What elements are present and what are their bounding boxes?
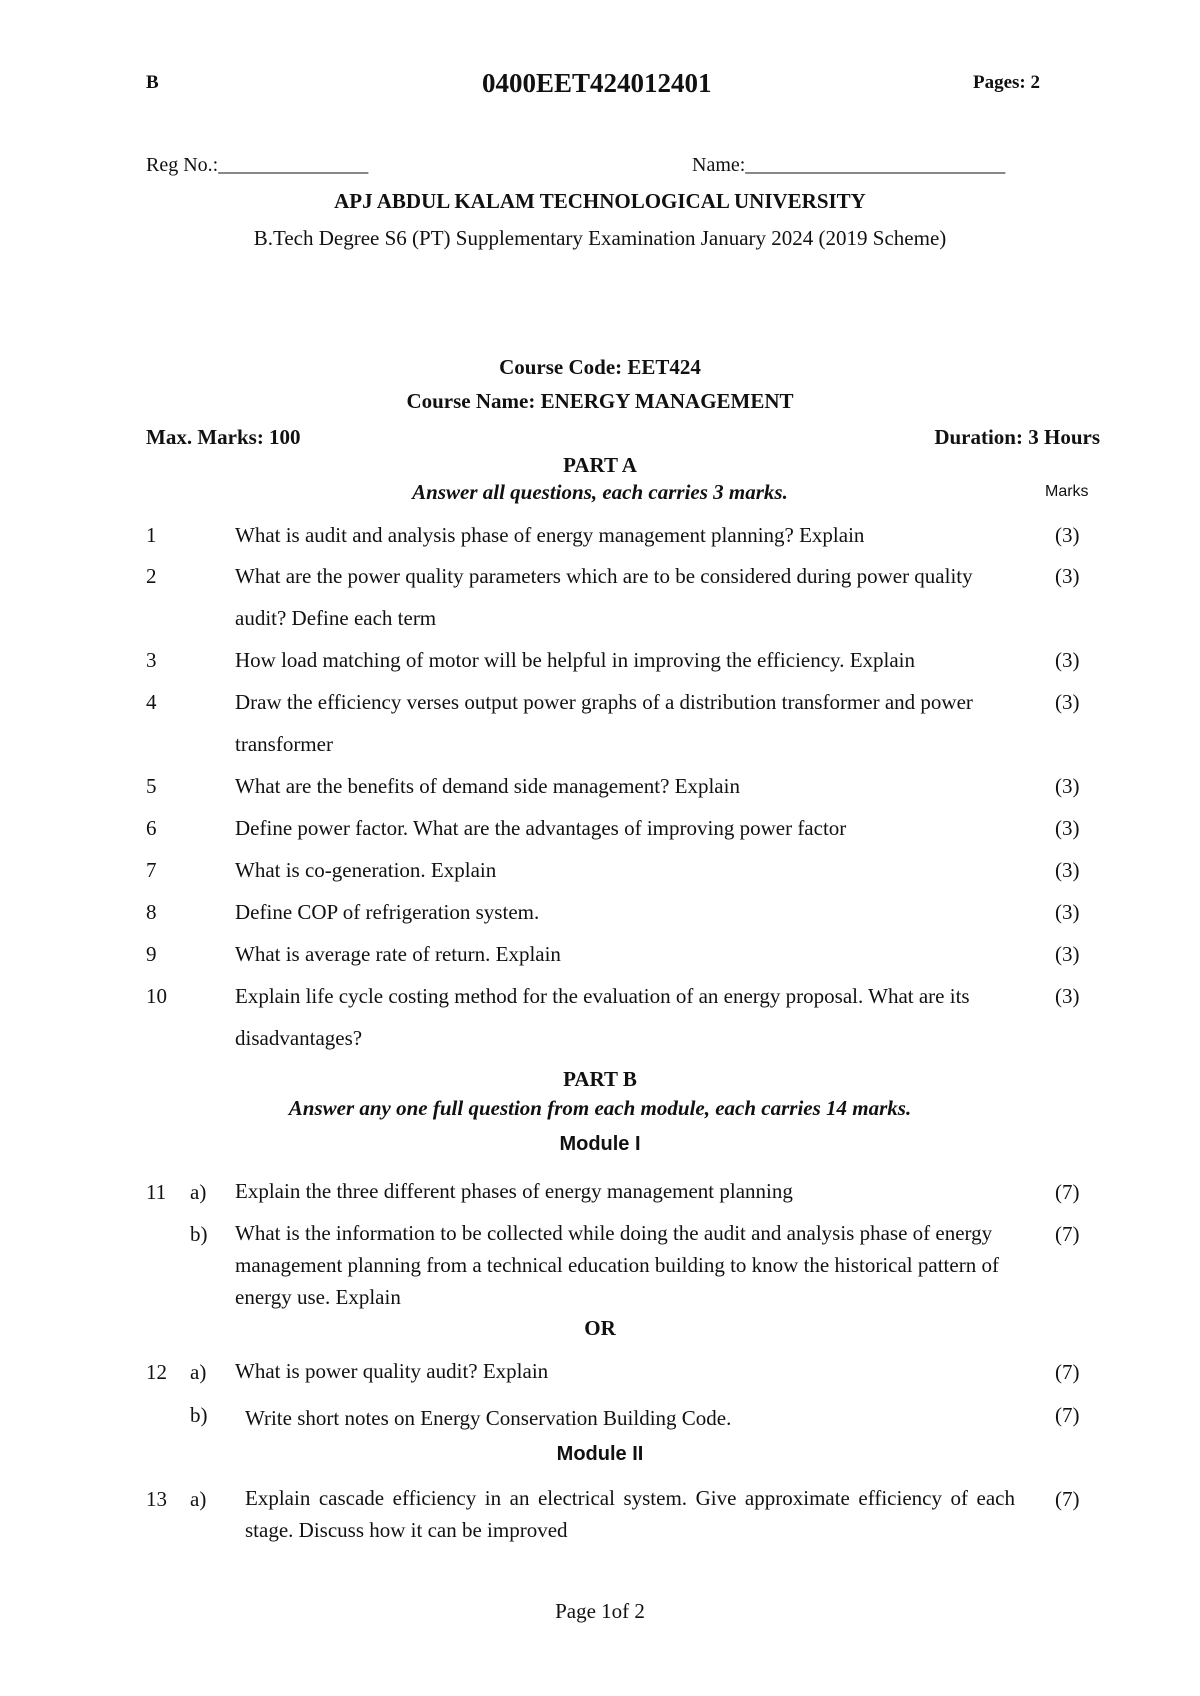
- question-text: Define power factor. What are the advantages of improving power factor: [235, 816, 847, 840]
- sub-question-label: b): [190, 1222, 208, 1246]
- question-text: Explain cascade efficiency in an electrical system. Give approximate efficiency of each stage. Discuss how it can be improved: [245, 1486, 1015, 1542]
- course-code: Course Code: EET424: [499, 355, 701, 379]
- question-marks: (3): [1055, 690, 1080, 714]
- name-field: Name:__________________________: [692, 154, 1006, 176]
- part-b-instruction: Answer any one full question from each module, each carries 14 marks.: [288, 1096, 912, 1120]
- question-text: Explain the three different phases of energy management planning: [235, 1179, 793, 1203]
- question-marks: (3): [1055, 816, 1080, 840]
- question-number: 2: [146, 564, 157, 588]
- course-name: Course Name: ENERGY MANAGEMENT: [406, 389, 794, 413]
- question-marks: (7): [1055, 1222, 1080, 1246]
- module-2-heading: Module II: [556, 1443, 644, 1465]
- question-marks: (7): [1055, 1403, 1080, 1427]
- question-marks: (7): [1055, 1360, 1080, 1384]
- pages-count: Pages: 2: [973, 72, 1041, 93]
- part-a-instruction: Answer all questions, each carries 3 marks.: [412, 480, 788, 504]
- sub-question-label: a): [190, 1360, 207, 1384]
- duration: Duration: 3 Hours: [934, 425, 1100, 449]
- question-marks: (7): [1055, 1180, 1080, 1204]
- question-marks: (3): [1055, 648, 1080, 672]
- sub-question-label: a): [190, 1180, 207, 1204]
- question-number: 6: [146, 816, 157, 840]
- question-text: What is average rate of return. Explain: [235, 942, 561, 966]
- question-marks: (3): [1055, 900, 1080, 924]
- question-number: 13: [146, 1487, 167, 1511]
- question-number: 5: [146, 774, 157, 798]
- question-text: What is power quality audit? Explain: [235, 1359, 549, 1383]
- marks-header: Marks: [1045, 483, 1089, 500]
- question-number: 9: [146, 942, 157, 966]
- question-number: 4: [146, 690, 157, 714]
- question-number: 12: [146, 1360, 167, 1384]
- question-text: Write short notes on Energy Conservation Building Code.: [245, 1406, 732, 1430]
- question-text: Explain life cycle costing method for the evaluation of an energy proposal. What are its disadvantages?: [235, 984, 970, 1050]
- question-text: Draw the efficiency verses output power graphs of a distribution transformer and power transformer: [235, 690, 973, 756]
- exam-title: B.Tech Degree S6 (PT) Supplementary Examination January 2024 (2019 Scheme): [253, 226, 947, 250]
- question-number: 1: [146, 523, 157, 547]
- or-separator: OR: [584, 1316, 616, 1340]
- question-text: What is the information to be collected while doing the audit and analysis phase of energy management planning from a technical education building to know the historical pattern of energy use. Explain: [235, 1221, 999, 1309]
- question-marks: (3): [1055, 774, 1080, 798]
- max-marks: Max. Marks: 100: [146, 425, 301, 449]
- question-number: 3: [146, 648, 157, 672]
- question-marks: (3): [1055, 564, 1080, 588]
- set-code: B: [146, 72, 159, 93]
- question-text: What are the power quality parameters which are to be considered during power quality audit? Define each term: [235, 564, 973, 630]
- sub-question-label: b): [190, 1403, 208, 1427]
- question-marks: (7): [1055, 1487, 1080, 1511]
- question-text: What is co-generation. Explain: [235, 858, 497, 882]
- reg-no-field: Reg No.:_______________: [146, 154, 369, 176]
- question-number: 10: [146, 984, 167, 1008]
- question-text: Define COP of refrigeration system.: [235, 900, 540, 924]
- question-marks: (3): [1055, 984, 1080, 1008]
- question-text: What is audit and analysis phase of energy management planning? Explain: [235, 523, 865, 547]
- question-number: 11: [146, 1180, 167, 1204]
- question-marks: (3): [1055, 858, 1080, 882]
- question-number: 8: [146, 900, 157, 924]
- module-1-heading: Module I: [559, 1133, 641, 1155]
- question-text: What are the benefits of demand side management? Explain: [235, 774, 740, 798]
- question-number: 7: [146, 858, 157, 882]
- sub-question-label: a): [190, 1487, 207, 1511]
- qp-code: 0400EET424012401: [482, 68, 712, 98]
- page-number: Page 1of 2: [555, 1599, 645, 1623]
- university-name: APJ ABDUL KALAM TECHNOLOGICAL UNIVERSITY: [334, 189, 866, 213]
- part-a-title: PART A: [563, 453, 637, 477]
- part-b-title: PART B: [563, 1067, 637, 1091]
- question-text: How load matching of motor will be helpful in improving the efficiency. Explain: [235, 648, 916, 672]
- question-marks: (3): [1055, 942, 1080, 966]
- question-marks: (3): [1055, 523, 1080, 547]
